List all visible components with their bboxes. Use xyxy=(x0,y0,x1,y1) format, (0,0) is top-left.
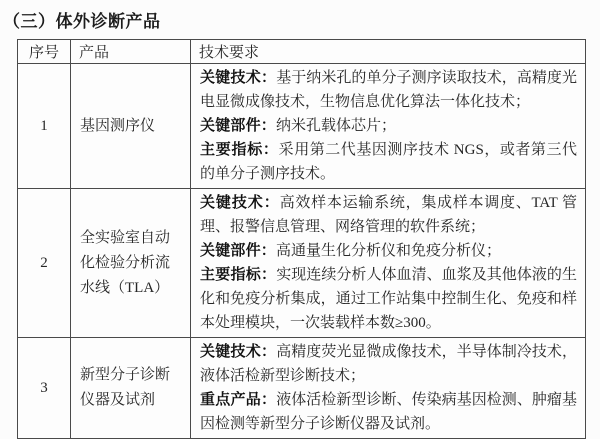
section-title: （三）体外诊断产品 xyxy=(3,12,161,31)
product-name: 新型分子诊断仪器及试剂 xyxy=(71,338,191,439)
requirement-label: 关键技术： xyxy=(200,343,277,360)
col-header-serial: 序号 xyxy=(18,40,71,64)
requirement-text: 高通量生化分析仪和免疫分析仪； xyxy=(276,243,502,259)
row-serial: 1 xyxy=(18,64,71,189)
requirement-item xyxy=(200,191,577,239)
ivd-products-table xyxy=(17,39,586,439)
product-name: 基因测序仪 xyxy=(71,64,191,189)
requirement-label: 主要指标： xyxy=(200,266,277,283)
requirement-text: 液体活检新型诊断、传染病基因检测、肿瘤基因检测等新型分子诊断仪器及试剂。 xyxy=(200,392,577,432)
requirement-label: 关键部件： xyxy=(200,117,277,134)
requirement-label: 主要指标： xyxy=(200,141,279,158)
requirement-item xyxy=(200,388,577,436)
requirement-text: 实现连续分析人体血清、血浆及其他体液的生化和免疫分析集成，通过工作站集中控制生化、免疫和样本处理模块，一次装载样本数≥300。 xyxy=(200,267,577,331)
col-header-requirements: 技术要求 xyxy=(191,40,586,64)
requirement-item xyxy=(200,66,577,114)
requirement-text: 纳米孔载体芯片； xyxy=(276,118,397,134)
requirement-text: 高效样本运输系统，集成样本调度、TAT 管理、报警信息管理、网络管理的软件系统； xyxy=(200,195,577,235)
requirements-cell xyxy=(191,64,586,189)
requirement-text: 高精度荧光显微成像技术，半导体制冷技术，液体活检新型诊断技术； xyxy=(200,344,577,384)
requirement-label: 关键技术： xyxy=(200,194,280,211)
requirements-cell xyxy=(191,189,586,338)
table-row xyxy=(18,189,586,338)
table-row xyxy=(18,64,586,189)
requirement-item xyxy=(200,114,577,138)
requirement-text: 基于纳米孔的单分子测序读取技术，高精度光电显微成像技术，生物信息优化算法一体化技术； xyxy=(200,70,577,110)
table-row xyxy=(18,338,586,439)
requirement-label: 关键部件： xyxy=(200,242,277,259)
requirement-text: 采用第二代基因测序技术 NGS，或者第三代的单分子测序技术。 xyxy=(200,142,577,182)
col-header-product: 产品 xyxy=(71,40,191,64)
requirement-label: 重点产品： xyxy=(200,391,277,408)
row-serial: 3 xyxy=(18,338,71,439)
product-name: 全实验室自动化检验分析流水线（TLA） xyxy=(71,189,191,338)
requirement-item xyxy=(200,138,577,186)
table-header-row xyxy=(18,40,586,64)
requirement-item xyxy=(200,263,577,335)
requirement-item xyxy=(200,239,577,263)
requirement-label: 关键技术： xyxy=(200,69,277,86)
row-serial: 2 xyxy=(18,189,71,338)
requirement-item xyxy=(200,340,577,388)
requirements-cell xyxy=(191,338,586,439)
